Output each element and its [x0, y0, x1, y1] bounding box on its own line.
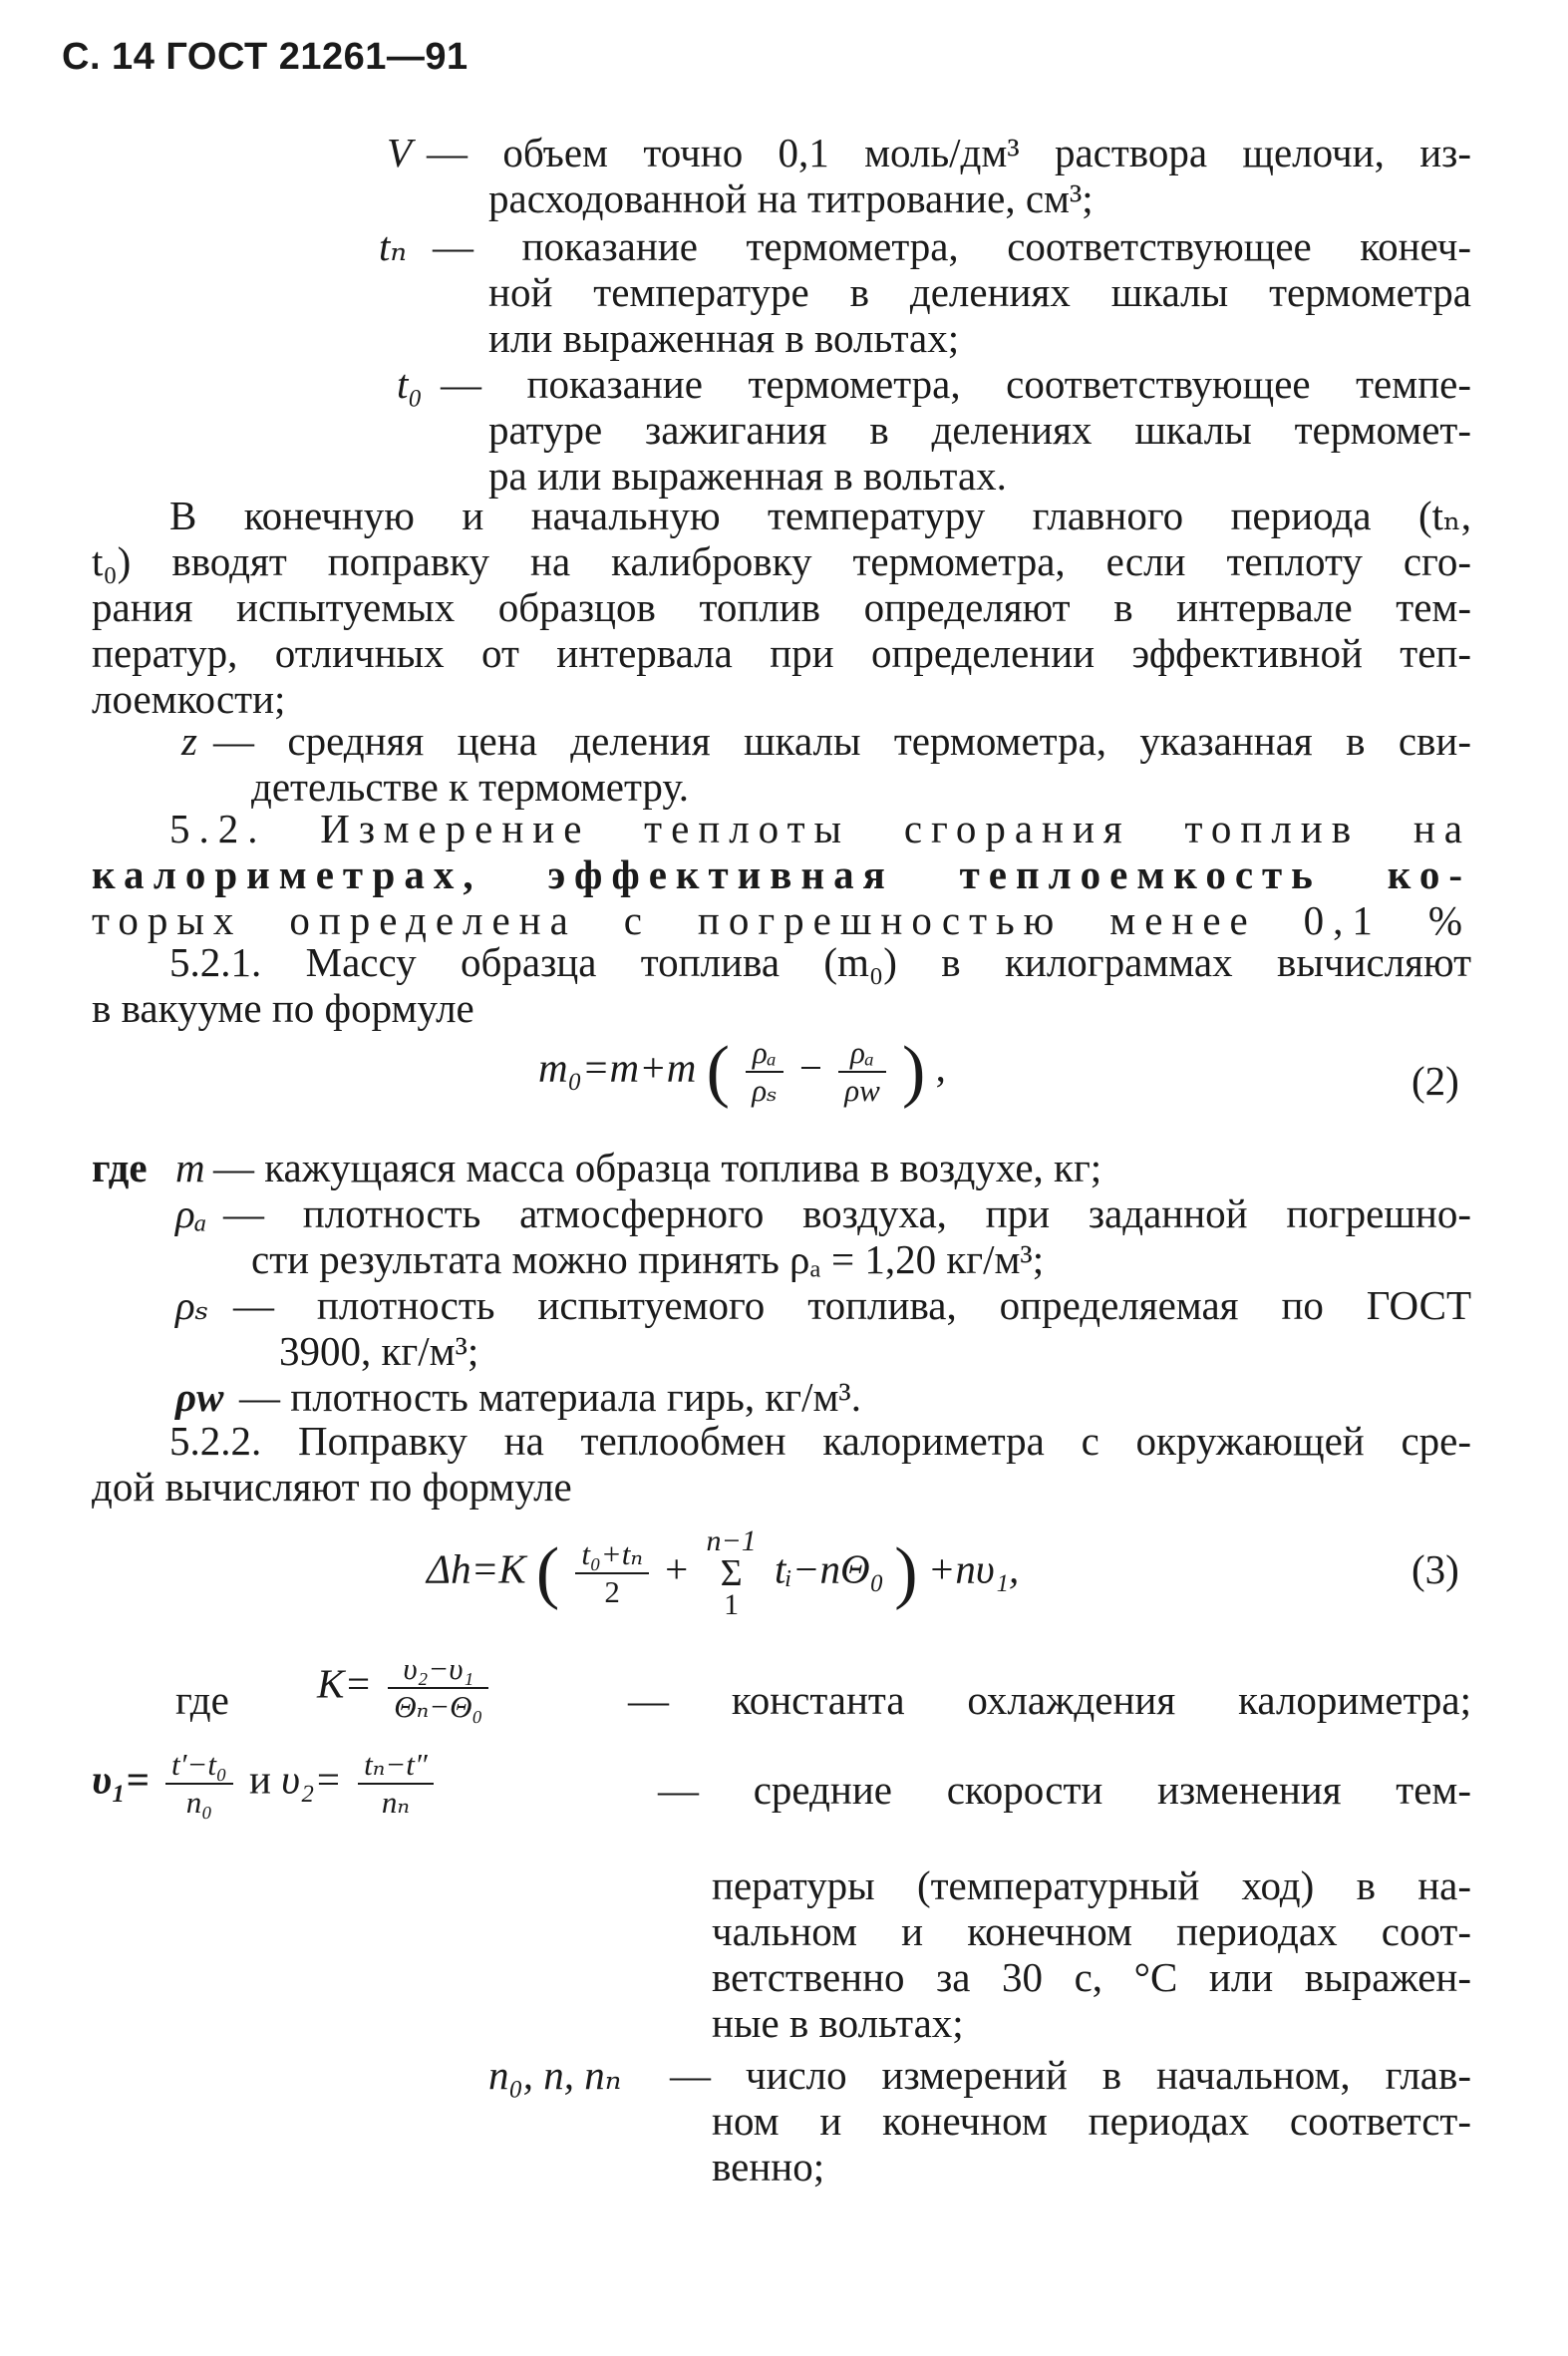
- v-formula: [92, 1747, 440, 1821]
- paragraph-line: t₀) вводят поправку на калибровку термометра, если теплоту сго-: [92, 538, 1471, 584]
- def-text-line: — средняя цена деления шкалы термометра, указанная в сви-: [213, 718, 1471, 764]
- def-text-line: ном и конечном периодах соответст-: [712, 2098, 1471, 2144]
- fraction: [838, 1035, 886, 1109]
- where-word: где: [175, 1677, 229, 1723]
- def-symbol-m: m: [175, 1145, 205, 1190]
- paragraph-line: В конечную и начальную температуру главного периода (tₙ,: [169, 493, 1471, 538]
- fraction: [575, 1536, 649, 1610]
- fraction: [358, 1747, 434, 1821]
- denominator: nₙ: [381, 1785, 410, 1820]
- def-symbol-rho-s: ρₛ: [175, 1282, 209, 1328]
- def-text-line: ветственно за 30 с, °С или выражен-: [712, 1954, 1471, 2000]
- fraction: [746, 1035, 783, 1109]
- plus-sign: +: [665, 1545, 689, 1592]
- def-text-line: ратуре зажигания в делениях шкалы термомет-: [488, 407, 1471, 453]
- formula-lhs: Δh=K: [427, 1545, 526, 1592]
- def-text-line: — показание термометра, соответствующее темпе-: [441, 361, 1471, 407]
- sum-operator: [707, 1525, 757, 1621]
- def-text-line: — плотность испытуемого топлива, определяемая по ГОСТ: [233, 1282, 1471, 1328]
- def-text-line: — константа охлаждения калориметра;: [628, 1677, 1471, 1723]
- def-symbol-rho-a: ρₐ: [175, 1190, 207, 1236]
- def-text-line: — плотность атмосферного воздуха, при заданной погрешно-: [223, 1190, 1471, 1236]
- denominator: ρw: [844, 1073, 880, 1108]
- fraction: [388, 1651, 488, 1725]
- equation-number: (3): [1411, 1546, 1459, 1592]
- def-text-line: — показание термометра, соответствующее конеч-: [433, 223, 1471, 269]
- and-word: и: [248, 1756, 271, 1803]
- formula-lhs: K=: [317, 1660, 373, 1707]
- page-header: С. 14 ГОСТ 21261—91: [62, 36, 469, 78]
- fraction: [165, 1747, 233, 1821]
- formula-tail: ,: [935, 1044, 946, 1091]
- equation-number: (2): [1411, 1058, 1459, 1104]
- paragraph-line: дой вычисляют по формуле: [92, 1464, 572, 1510]
- def-symbol-t0: t₀: [397, 361, 423, 407]
- def-text-line: — средние скорости изменения тем-: [658, 1767, 1471, 1813]
- def-symbol-z: z: [181, 718, 197, 764]
- sum-upper: n−1: [706, 1524, 757, 1557]
- where-word: где: [92, 1145, 148, 1190]
- paragraph-line: 5.2.1. Массу образца топлива (m₀) в килограммах вычисляют: [169, 939, 1471, 985]
- def-text-line: чальном и конечном периодах соот-: [712, 1908, 1471, 1954]
- paragraph-line: в вакууме по формуле: [92, 985, 474, 1031]
- numerator: ρₐ: [746, 1035, 783, 1073]
- def-text-line: — число измерений в начальном, глав-: [670, 2052, 1471, 2098]
- numerator: υ₂−υ₁: [388, 1651, 488, 1689]
- sum-symbol: Σ: [720, 1552, 743, 1594]
- def-text-line: — объем точно 0,1 моль/дм³ раствора щелочи, из-: [427, 130, 1471, 175]
- denominator: Θₙ−Θ₀: [394, 1689, 483, 1724]
- def-text-line: или выраженная в вольтах;: [488, 315, 960, 361]
- def-text-line: детельстве к термометру.: [251, 764, 690, 810]
- def-text-line: пературы (температурный ход) в на-: [712, 1862, 1471, 1908]
- def-text-line: расходованной на титрование, см³;: [488, 175, 1094, 221]
- def-text-line: ные в вольтах;: [712, 2000, 964, 2046]
- formula-3: Δh=K ( $\frac{\text{t₀+tₙ}}{2}$ + n−1 Σ 1 tᵢ−nΘ₀ ) +nυ₁,: [427, 1524, 1020, 1621]
- section-heading-line: торых определена с погрешностью менее 0,1 %: [92, 897, 1471, 943]
- paragraph-line: рания испытуемых образцов топлив определяют в интервале тем-: [92, 584, 1471, 630]
- paragraph-line: лоемкости;: [92, 676, 286, 722]
- denominator: ρₛ: [752, 1073, 778, 1108]
- numerator: ρₐ: [838, 1035, 886, 1073]
- formula-tail: +nυ₁,: [927, 1545, 1020, 1592]
- section-heading-line: 5.2. Измерение теплоты сгорания топлив на: [169, 806, 1471, 851]
- def-text-line: венно;: [712, 2144, 825, 2189]
- def-symbol-tn: tₙ: [379, 223, 408, 269]
- def-symbol-v: V: [387, 130, 413, 175]
- paragraph-line: ператур, отличных от интервала при определении эффективной теп-: [92, 630, 1471, 676]
- formula-body: tᵢ−nΘ₀: [775, 1545, 884, 1592]
- formula-lhs: υ₁=: [92, 1756, 150, 1803]
- denominator: n₀: [185, 1785, 212, 1820]
- formula-lhs: m₀=m+m: [538, 1044, 697, 1091]
- formula-lhs: υ₂=: [281, 1756, 342, 1803]
- def-text-line: — плотность материала гирь, кг/м³.: [239, 1374, 861, 1420]
- denominator: 2: [604, 1574, 620, 1609]
- def-text-line: сти результата можно принять ρₐ = 1,20 кг/м³;: [251, 1236, 1045, 1282]
- def-symbol-n: n₀, n, nₙ: [488, 2052, 622, 2098]
- numerator: t₀+tₙ: [575, 1536, 649, 1574]
- paragraph-line: 5.2.2. Поправку на теплообмен калориметра с окружающей сре-: [169, 1418, 1471, 1464]
- def-text-line: 3900, кг/м³;: [279, 1328, 479, 1374]
- def-text-line: ра или выраженная в вольтах.: [488, 453, 1007, 499]
- k-formula: [317, 1651, 494, 1725]
- def-text-line: ной температуре в делениях шкалы термометра: [488, 269, 1471, 315]
- section-heading-line: калориметрах, эффективная теплоемкость ко-: [92, 851, 1471, 897]
- def-text-line: — кажущаяся масса образца топлива в воздухе, кг;: [213, 1145, 1102, 1190]
- def-symbol-rho-w: ρw: [175, 1374, 224, 1420]
- formula-2: m₀=m+m ( $\frac{\text{ρₐ}}{\text{ρₛ}}$ − $\frac{\text{ρₐ}}{\rho w}$ ) ,: [538, 1033, 946, 1110]
- numerator: t′−t₀: [165, 1747, 233, 1785]
- sum-lower: 1: [724, 1588, 740, 1621]
- numerator: tₙ−t″: [358, 1747, 434, 1785]
